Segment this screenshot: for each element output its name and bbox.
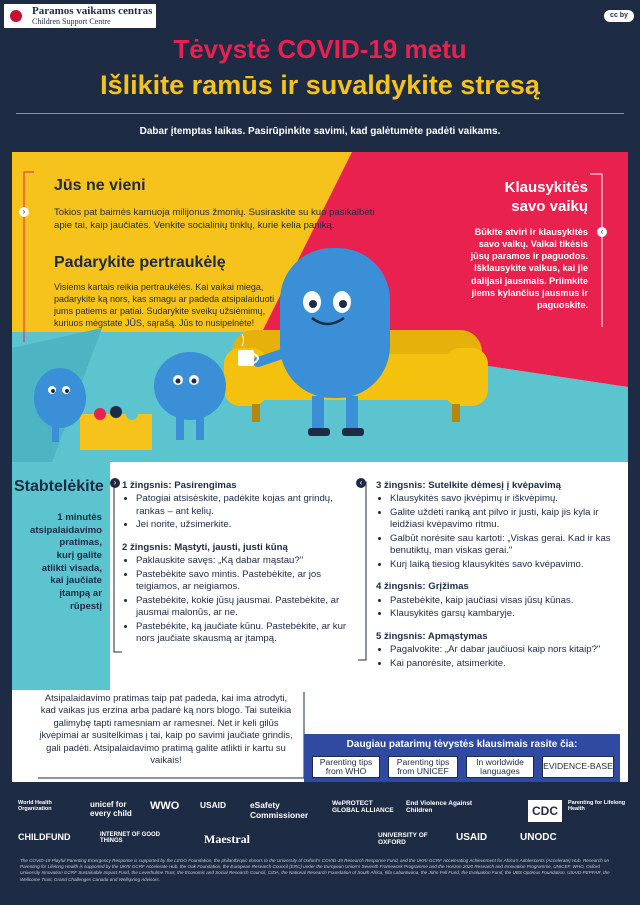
footer-credits: The COVID-19 Playful Parenting Emergency Response is supported by the LEGO Foundation, the philanthropic donors to the University of Oxford's COVID-19 Research Response Fund, and the UKRI GCRF Accelerating Achievement for Africa's Adolescents (Accelerate) Hub. Research on Parenting for Lifelong Health is supported by the UKRI GCRF Accelerate Hub, the Oak Foundation, the European Research Council (ERC) under the European Union's Seventh Framework Programme and the Horizon 2020 Research and Innovation Programme, UNICEF, WHO, Oxford University Innovation GCRF Sustainable Impact Fund, the Leverhulme Trust, the Economic and Social Research Council, CIDA, the National Research Foundation of South Africa, Ilifa Labantwana, the John Fell Fund, the Evaluation Fund, the UBS Optimus Foundation, USAID-PEPFAR, the Wellcome Trust, Grand Challenges Canada and Wellspring Advisors. <box>20 858 610 882</box>
marker-step-left: › <box>110 478 120 488</box>
unicef-logo: unicef for every child <box>90 800 132 818</box>
org-subtitle: Children Support Centre <box>32 16 111 26</box>
steps-left: 1 žingsnis: Pasirengimas • Patogiai atsisėskite, padėkite kojas ant grindų, rankas – ant kelių. • Jei norite, užsimerkite. 2 žingsnis: Mąstyti, jausti, justi kūną • Paklauskite savęs: „Ką dabar mąstau?" • Pastebėkite savo mintis. Pastebėkite, ar jos teigiamos, ar neigiamos. • Pastebėkite, kokie jūsų jausmai. Pastebėkite, ar jausmai malonūs, ar ne. • Pastebėkite, ką jaučiate kūnu. Pastebėkite, ar kur nors jaučiate skausmą ar įtampą. <box>122 480 348 656</box>
marker-not-alone: › <box>19 207 29 217</box>
partners-row-2 <box>0 832 640 854</box>
more-tips-box <box>304 734 620 782</box>
text-take-break: Visiems kartais reikia pertraukėlės. Kai vaikai miega, padarykite ką nors, kas smagu ar padeda atsipalaiduoti jums patiems ar patiai. Sudarykite sveikų užsiėmimų, kuriuos mėgstate JŪS, sąrašą. Jūs to nusipelnėte! <box>54 282 275 328</box>
steps-right: 3 žingsnis: Sutelkite dėmesį į kvėpavimą • Klausykitės savo įkvėpimų ir iškvėpimų. • Galite uždėti ranką ant pilvo ir justi, kaip jis kyla ir leidžiasi kvėpavimo ritmu. • Galbūt norėsite sau kartoti: „Viskas gerai. Kad ir kas benutiktų, man viskas gerai." • Kurį laiką tiesiog klausykitės savo kvėpavimo. 4 žingsnis: Grįžimas • Pastebėkite, kaip jaučiasi visas jūsų kūnas. • Klausykitės garsų kambaryje. 5 žingsnis: Apmąstymas • Pagalvokite: „Ar dabar jaučiuosi kaip nors kitaip?" • Kai panorėsite, atsimerkite. <box>376 480 616 680</box>
text-pause: 1 minutės atsipalaidavimo pratimas, kurį galite atlikti visada, kai jaučiate įtampą ar rūpestį <box>30 512 102 612</box>
marker-listen: ‹ <box>597 227 607 237</box>
evidence-base-button[interactable]: EVIDENCE-BASE <box>542 756 614 778</box>
oxford-logo: UNIVERSITY OF OXFORD <box>378 832 428 846</box>
end-violence-logo: End Violence Against Children <box>406 800 473 814</box>
worldwide-languages-button[interactable]: In worldwide languages <box>466 756 534 778</box>
heading-not-alone: Jūs ne vieni <box>54 177 146 194</box>
text-not-alone: Tokios pat baimės kamuoja milijonus žmonių. Susiraskite su kuo pasikalbėti apie tai, kaip jaučiatės. Venkite socialinių tinklų, kurie kelia paniką. <box>54 207 375 231</box>
maestral-logo: Maestral <box>204 832 250 846</box>
unicef-tips-button[interactable]: Parenting tips from UNICEF <box>388 756 458 778</box>
partners-row-1 <box>0 800 640 822</box>
text-listen: Būkite atviri ir klausykitės savo vaikų. Vaikai tikėsis jūsų paramos ir paguodos. Išklausykite vaikus, kai jie dalijasi jausmais. Priimkite jiems kylančius jausmus ir paguoskite. <box>470 227 588 310</box>
unodc-logo: UNODC <box>520 832 557 843</box>
relaxation-info-text: Atsipalaidavimo pratimas taip pat padeda, kai ima atrodyti, kad vaikas jus erzina arba padarė ką nors blogo. Tai suteikia galimybę tapti ramesniam ar ramesnei. Net ir keli gilūs įkvėpimai ar susitelkimas į tai, kaip po savimi jaučiate grindis, gali padėti. Atsipalaidavimo pratimą galite atlikti ir kartu su vaikais! <box>39 692 293 766</box>
marker-step-right: ‹ <box>356 478 366 488</box>
page-title-line2: Išlikite ramūs ir suvaldykite stresą <box>100 70 540 100</box>
heading-take-break: Padarykite pertraukėlę <box>54 254 226 271</box>
cc-license-icon: cc by <box>604 10 634 22</box>
more-tips-title: Daugiau patarimų tėvystės klausimais rasite čia: <box>346 739 578 750</box>
page-subtitle: Dabar įtemptas laikas. Pasirūpinkite savimi, kad galėtumėte padėti vaikams. <box>139 126 501 137</box>
heading-listen: Klausykitės savo vaikų <box>504 179 588 215</box>
heading-pause: Stabtelėkite <box>14 478 104 495</box>
cdc-logo: CDC <box>528 800 562 822</box>
wwo-logo: WWO <box>150 800 180 812</box>
plh-logo: Parenting for Lifelong Health <box>568 800 626 812</box>
usaid-logo-2: USAID <box>456 832 488 843</box>
org-name: Paramos vaikams centras <box>32 5 153 18</box>
childfund-logo: CHILDFUND <box>18 832 71 842</box>
internet-good-things-logo: INTERNET OF GOOD THINGS <box>100 832 160 844</box>
who-logo: World Health Organization <box>18 800 52 812</box>
usaid-logo-1: USAID <box>200 800 227 810</box>
esafety-logo: eSafety Commissioner <box>250 800 309 820</box>
who-tips-button[interactable]: Parenting tips from WHO <box>312 756 380 778</box>
weprotect-logo: WePROTECT GLOBAL ALLIANCE <box>332 800 394 814</box>
page-title-line1: Tėvystė COVID-19 metu <box>173 34 467 64</box>
